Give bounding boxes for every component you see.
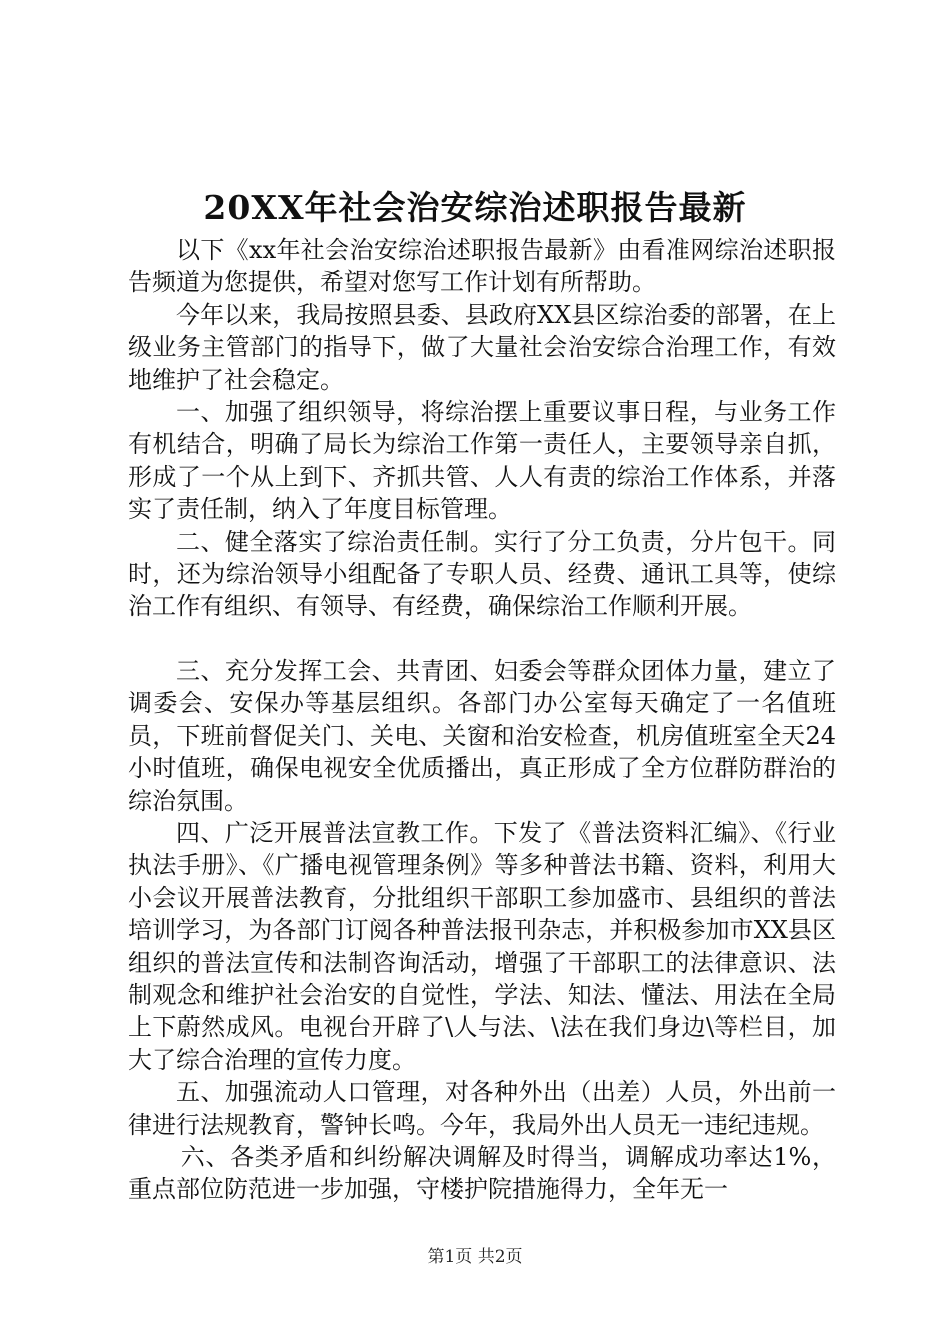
page-number-footer: 第1页 共2页 xyxy=(427,1247,523,1267)
paragraph-section-5: 五、加强流动人口管理，对各种外出（出差）人员，外出前一律进行法规教育，警钟长鸣。今年，我局外出人员无一违纪违规。 xyxy=(128,1078,836,1139)
paragraph-section-2: 二、健全落实了综治责任制。实行了分工负责，分片包干。同时，还为综治领导小组配备了专职人员、经费、通讯工具等，使综治工作有组织、有领导、有经费，确保综治工作顺利开展。 xyxy=(128,527,836,621)
paragraph-section-1: 一、加强了组织领导，将综治摆上重要议事日程，与业务工作有机结合，明确了局长为综治工作第一责任人，主要领导亲自抓，形成了一个从上到下、齐抓共管、人人有责的综治工作体系，并落实了责任制，纳入了年度目标管理。 xyxy=(128,398,836,524)
paragraph-section-3: 三、充分发挥工会、共青团、妇委会等群众团体力量，建立了调委会、安保办等基层组织。各部门办公室每天确定了一名值班员，下班前督促关门、关电、关窗和治安检查，机房值班室全天24小时值班，确保电视安全优质播出，真正形成了全方位群防群治的综治氛围。 xyxy=(128,656,836,815)
paragraph-intro: 以下《xx年社会治安综治述职报告最新》由看准网综治述职报告频道为您提供，希望对您写工作计划有所帮助。 xyxy=(128,236,836,297)
document-title: 20XX年社会治安综治述职报告最新 xyxy=(203,188,747,227)
paragraph-overview: 今年以来，我局按照县委、县政府XX县区综治委的部署，在上级业务主管部门的指导下，做了大量社会治安综合治理工作，有效地维护了社会稳定。 xyxy=(128,300,836,394)
paragraph-section-4: 四、广泛开展普法宣教工作。下发了《普法资料汇编》、《行业执法手册》、《广播电视管理条例》等多种普法书籍、资料，利用大小会议开展普法教育，分批组织干部职工参加盛市、县组织的普法培训学习，为各部门订阅各种普法报刊杂志，并积极参加市XX县区组织的普法宣传和法制咨询活动，增强了干部职工的法律意识、法制观念和维护社会治安的自觉性，学法、知法、懂法、用法在全局上下蔚然成风。电视台开辟了\人与法、\法在我们身边\等栏目，加大了综合治理的宣传力度。 xyxy=(128,818,836,1074)
paragraph-section-6: 六、各类矛盾和纠纷解决调解及时得当，调解成功率达1%，重点部位防范进一步加强，守楼护院措施得力，全年无一 xyxy=(128,1142,836,1204)
document-body xyxy=(128,234,836,1206)
